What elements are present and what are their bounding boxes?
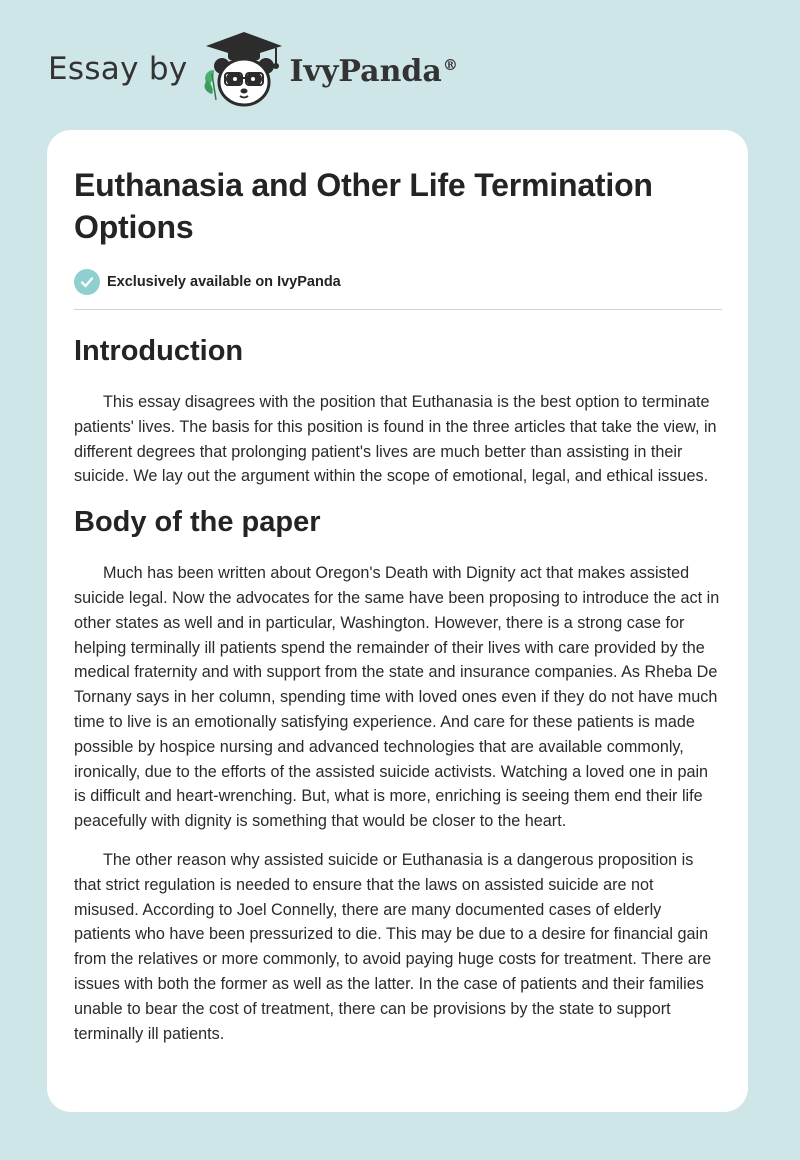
- divider: [74, 309, 722, 310]
- section-introduction: [74, 332, 722, 489]
- brand-prefix: Essay by: [48, 51, 188, 87]
- section-heading: Body of the paper: [74, 506, 321, 539]
- essay-card: [47, 130, 748, 1112]
- section-heading: Introduction: [74, 335, 244, 367]
- exclusive-badge: [74, 269, 722, 295]
- panda-graduate-icon: [200, 30, 288, 110]
- site-header-logo[interactable]: [48, 30, 458, 110]
- paragraph: Much has been written about Oregon's Death with Dignity act that makes assisted suicide legal. Now the advocates for the same have been proposing to introduce the act in other states as well and in particular, Washington. However, there is a strong case for helping terminally ill patients spend the remainder of their lives with care provided by the medical fraternity and with support from the state and insurance companies. As Rheba De Tornany says in her column, spending time with loved ones even if they do not have much time to live is an emotionally satisfying experience. And care for these patients is made possible by hospice nursing and advanced technologies that are available commonly, ironically, due to the efforts of the assisted suicide activists. Watching a loved one in pain is difficult and heart-wrenching. But, what is more, enriching is seeing them end their life peacefully with dignity is something that would be closer to the heart.: [74, 564, 720, 831]
- checkmark-icon: [74, 269, 100, 295]
- brand-name-text: IvyPanda: [289, 53, 442, 89]
- brand-name: [290, 54, 458, 89]
- trademark-symbol: ®: [442, 55, 458, 74]
- essay-title: Euthanasia and Other Life Termination Options: [74, 167, 653, 245]
- section-body-of-paper: [74, 503, 722, 1046]
- paragraph: The other reason why assisted suicide or Euthanasia is a dangerous proposition is that strict regulation is needed to ensure that the laws on assisted suicide are not misused. According to Joel Connelly, there are many documented cases of elderly patients who have been pressurized to die. This may be due to a desire for financial gain from the relatives or more commonly, to avoid paying huge costs for treatment. There are issues with both the former as well as the latter. In the case of patients and their families unable to bear the cost of treatment, there can be provisions by the state to support terminally ill patients.: [74, 850, 712, 1043]
- paragraph: This essay disagrees with the position that Euthanasia is the best option to terminate patients' lives. The basis for this position is found in the three articles that take the view, in different degrees that prolonging patient's lives are much better than assisting in their suicide. We lay out the argument within the scope of emotional, legal, and ethical issues.: [74, 393, 717, 486]
- badge-text: Exclusively available on IvyPanda: [107, 274, 341, 290]
